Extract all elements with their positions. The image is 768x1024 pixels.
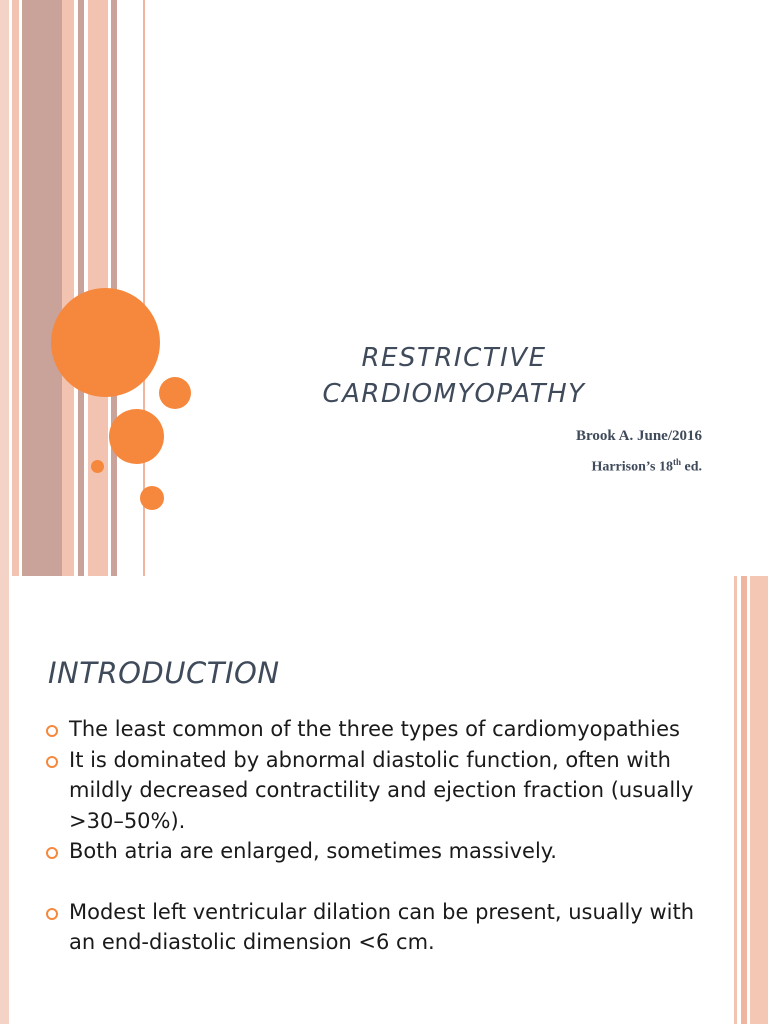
title-line-1: RESTRICTIVE <box>361 343 547 373</box>
list-item <box>46 897 706 958</box>
title-line-2: CARDIOMYOPATHY <box>322 379 586 409</box>
slide-title <box>250 340 658 412</box>
bullet-list <box>46 714 706 958</box>
list-item <box>46 836 706 867</box>
decor-circle-tiny <box>91 460 104 473</box>
author-date: Brook A. June/2016 <box>576 428 702 444</box>
bullet-text: It is dominated by abnormal diastolic function, often with mildly decreased contractility and ejection fraction (usually >30–50%). <box>69 747 694 833</box>
list-item <box>46 745 706 837</box>
decor-circle-small <box>140 486 164 510</box>
decor-stripe <box>78 0 84 576</box>
list-item <box>46 714 706 745</box>
decor-stripe <box>0 0 9 576</box>
edition-superscript: th <box>672 457 681 467</box>
bullet-text: The least common of the three types of cardiomyopathies <box>69 717 680 741</box>
edition-text: Harrison’s 18 <box>591 459 673 475</box>
decor-stripe <box>62 0 74 576</box>
decor-stripe <box>12 0 19 576</box>
intro-slide <box>0 576 768 1024</box>
bullet-text: Both atria are enlarged, sometimes massively. <box>69 839 557 863</box>
decor-stripe <box>734 576 737 1024</box>
circle-bullet-icon <box>46 725 58 737</box>
decor-stripe <box>750 576 768 1024</box>
bullet-text: Modest left ventricular dilation can be present, usually with an end-diastolic dimension <6 cm. <box>69 899 695 954</box>
circle-bullet-icon <box>46 847 58 859</box>
decor-stripe <box>0 576 9 1024</box>
decor-circle-small <box>159 377 191 409</box>
edition-reference <box>591 457 702 476</box>
decor-circle-medium <box>109 409 164 464</box>
edition-suffix: ed. <box>681 459 702 475</box>
decor-circle-large <box>51 288 160 397</box>
circle-bullet-icon <box>46 756 58 768</box>
decor-stripe <box>22 0 62 576</box>
circle-bullet-icon <box>46 908 58 920</box>
decor-stripe <box>741 576 747 1024</box>
slide-heading: INTRODUCTION <box>48 656 280 690</box>
